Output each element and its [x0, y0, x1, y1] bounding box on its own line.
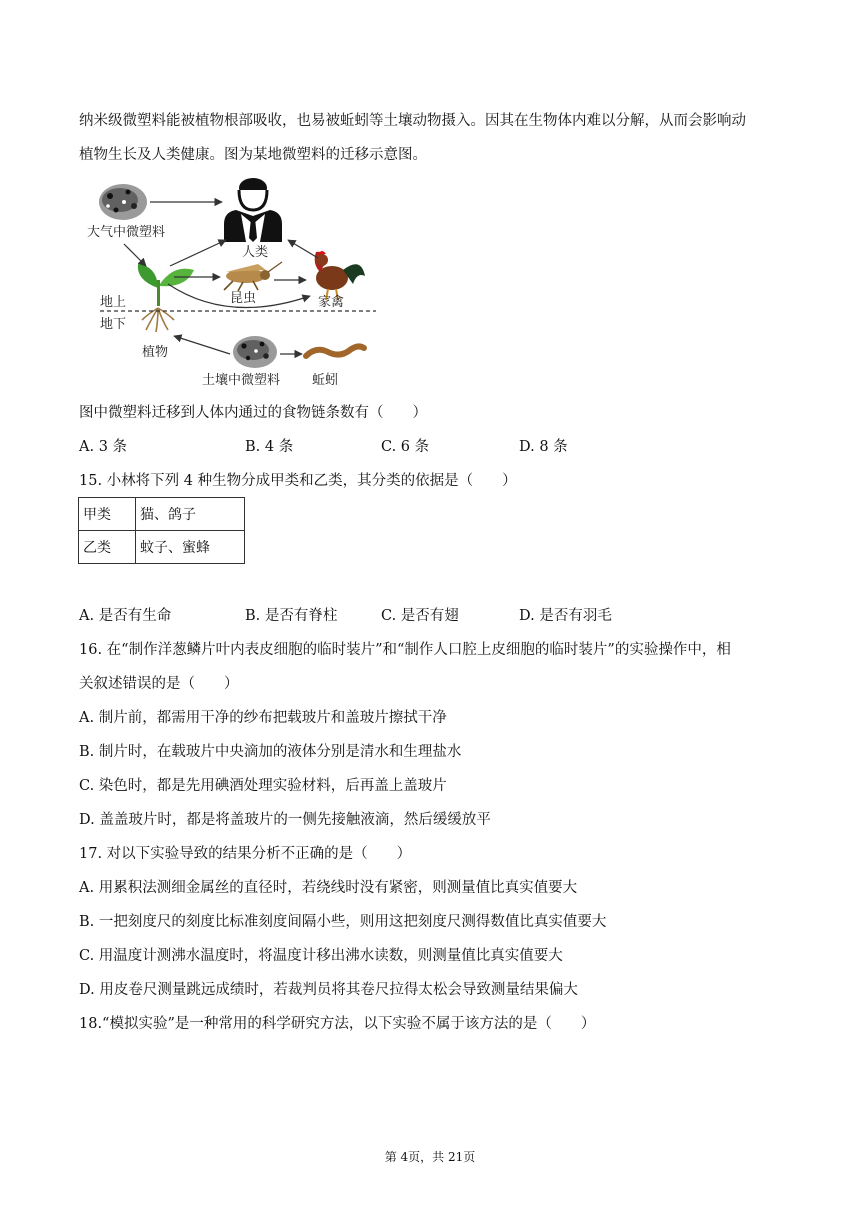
insect-icon: [224, 262, 282, 291]
q14-stem: 图中微塑料迁移到人体内通过的食物链条数有（ ）: [79, 405, 427, 421]
label-plant: 植物: [142, 345, 169, 360]
q16-option-a: A. 制片前，都需用干净的纱布把载玻片和盖玻片擦拭干净: [79, 710, 447, 726]
q17-stem: 17. 对以下实验导致的结果分析不正确的是（ ）: [79, 846, 412, 862]
classification-table: [78, 497, 245, 564]
table-row: [79, 531, 245, 564]
table-cell: 蚊子、蜜蜂: [136, 531, 245, 564]
q15-option-a: A. 是否有生命: [79, 608, 172, 624]
q14-option-d: D. 8 条: [519, 439, 568, 455]
page-footer: 第 4页，共 21页: [384, 1150, 476, 1164]
microplastic-migration-diagram: [78, 176, 388, 390]
label-air-microplastic: 大气中微塑料: [87, 225, 166, 240]
human-icon: [224, 178, 282, 242]
arrow-poultry-to-human: [288, 240, 318, 258]
plant-icon: [138, 264, 194, 332]
intro-line-2: 植物生长及人类健康。图为某地微塑料的迁移示意图。: [79, 147, 427, 163]
table-cell: 甲类: [79, 498, 136, 531]
label-insect: 昆虫: [230, 291, 257, 306]
q17-option-b: B. 一把刻度尺的刻度比标准刻度间隔小些，则用这把刻度尺测得数值比真实值要大: [79, 914, 607, 930]
q14-option-b: B. 4 条: [245, 439, 294, 455]
table-cell: 乙类: [79, 531, 136, 564]
table-cell: 猫、鸽子: [136, 498, 245, 531]
q15-stem: 15. 小林将下列 4 种生物分成甲类和乙类，其分类的依据是（ ）: [79, 473, 517, 489]
table-row: [79, 498, 245, 531]
q16-option-b: B. 制片时，在载玻片中央滴加的液体分别是清水和生理盐水: [79, 744, 462, 760]
arrow-soil-to-plant: [174, 336, 230, 354]
label-above-ground: 地上: [100, 295, 127, 310]
arrow-plant-to-human: [170, 240, 226, 266]
q15-option-b: B. 是否有脊柱: [245, 608, 338, 624]
arrow-air-to-plant: [124, 244, 146, 266]
q16-option-d: D. 盖盖玻片时，都是将盖玻片的一侧先接触液滴，然后缓缓放平: [79, 812, 491, 828]
label-soil-microplastic: 土壤中微塑料: [202, 373, 281, 388]
q16-stem-line-1: 16. 在“制作洋葱鳞片叶内表皮细胞的临时装片”和“制作人口腔上皮细胞的临时装片”的实验操作中，相: [79, 642, 731, 658]
earthworm-icon: [306, 346, 364, 356]
q17-option-d: D. 用皮卷尺测量跳远成绩时，若裁判员将其卷尺拉得太松会导致测量结果偏大: [79, 982, 578, 998]
q16-option-c: C. 染色时，都是先用碘酒处理实验材料，后再盖上盖玻片: [79, 778, 447, 794]
label-human: 人类: [242, 245, 269, 260]
label-earthworm: 蚯蚓: [312, 373, 339, 388]
q15-option-c: C. 是否有翅: [381, 608, 459, 624]
q17-option-a: A. 用累积法测细金属丝的直径时，若绕线时没有紧密，则测量值比真实值要大: [79, 880, 578, 896]
q14-option-c: C. 6 条: [381, 439, 430, 455]
poultry-icon: [315, 251, 365, 300]
soil-microplastic-icon: [233, 336, 277, 368]
q17-option-c: C. 用温度计测沸水温度时，将温度计移出沸水读数，则测量值比真实值要大: [79, 948, 563, 964]
q15-option-d: D. 是否有羽毛: [519, 608, 612, 624]
label-poultry: 家禽: [318, 295, 345, 310]
q14-option-a: A. 3 条: [79, 439, 128, 455]
label-below-ground: 地下: [100, 317, 127, 332]
intro-line-1: 纳米级微塑料能被植物根部吸收，也易被蚯蚓等土壤动物摄入。因其在生物体内难以分解，从而会影响动: [79, 113, 746, 129]
q16-stem-line-2: 关叙述错误的是（ ）: [79, 676, 239, 692]
air-microplastic-icon: [99, 184, 147, 220]
q18-stem: 18.“模拟实验”是一种常用的科学研究方法，以下实验不属于该方法的是（ ）: [79, 1016, 596, 1032]
